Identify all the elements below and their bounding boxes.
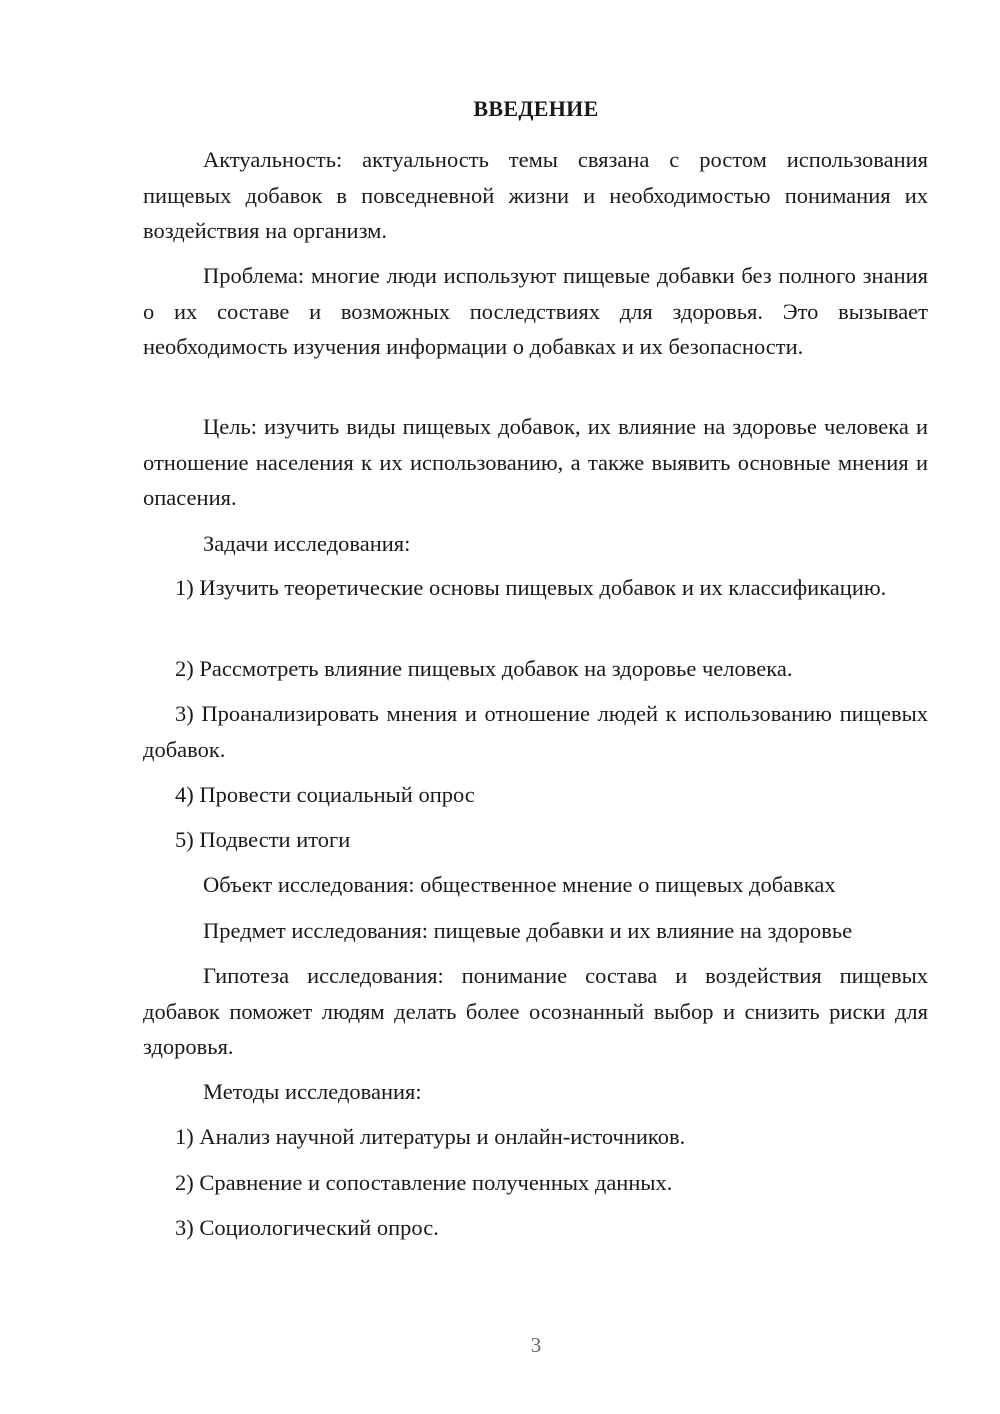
task-item-3: 3) Проанализировать мнения и отношение людей к использованию пищевых добавок.	[143, 701, 928, 762]
task-item-2: 2) Рассмотреть влияние пищевых добавок на здоровье человека.	[175, 656, 793, 681]
page-title: ВВЕДЕНИЕ	[473, 96, 599, 121]
task-item-1: 1) Изучить теоретические основы пищевых добавок и их классификацию.	[175, 575, 887, 600]
task-item-5: 5) Подвести итоги	[175, 827, 351, 852]
method-item-1: 1) Анализ научной литературы и онлайн-источников.	[175, 1124, 686, 1149]
goal-paragraph: Цель: изучить виды пищевых добавок, их влияние на здоровье человека и отношение населения к их использованию, а также выявить основные мнения и опасения.	[143, 414, 928, 510]
research-object: Объект исследования: общественное мнение о пищевых добавках	[203, 872, 836, 897]
method-item-2: 2) Сравнение и сопоставление полученных данных.	[175, 1170, 673, 1195]
task-item-4: 4) Провести социальный опрос	[175, 782, 475, 807]
method-item-3: 3) Социологический опрос.	[175, 1215, 439, 1240]
methods-heading: Методы исследования:	[203, 1079, 422, 1104]
problem-paragraph: Проблема: многие люди используют пищевые добавки без полного знания о их составе и возможных последствиях для здоровья. Это вызывает необходимость изучения информации о добавках и их безопасности.	[143, 263, 928, 359]
research-hypothesis: Гипотеза исследования: понимание состава и воздействия пищевых добавок поможет людям делать более осознанный выбор и снизить риски для здоровья.	[143, 963, 928, 1059]
research-subject: Предмет исследования: пищевые добавки и их влияние на здоровье	[203, 918, 853, 943]
tasks-heading: Задачи исследования:	[203, 531, 411, 556]
relevance-paragraph: Актуальность: актуальность темы связана с ростом использования пищевых добавок в повседневной жизни и необходимостью понимания их воздействия на организм.	[143, 147, 928, 243]
page-number: 3	[530, 1333, 542, 1357]
